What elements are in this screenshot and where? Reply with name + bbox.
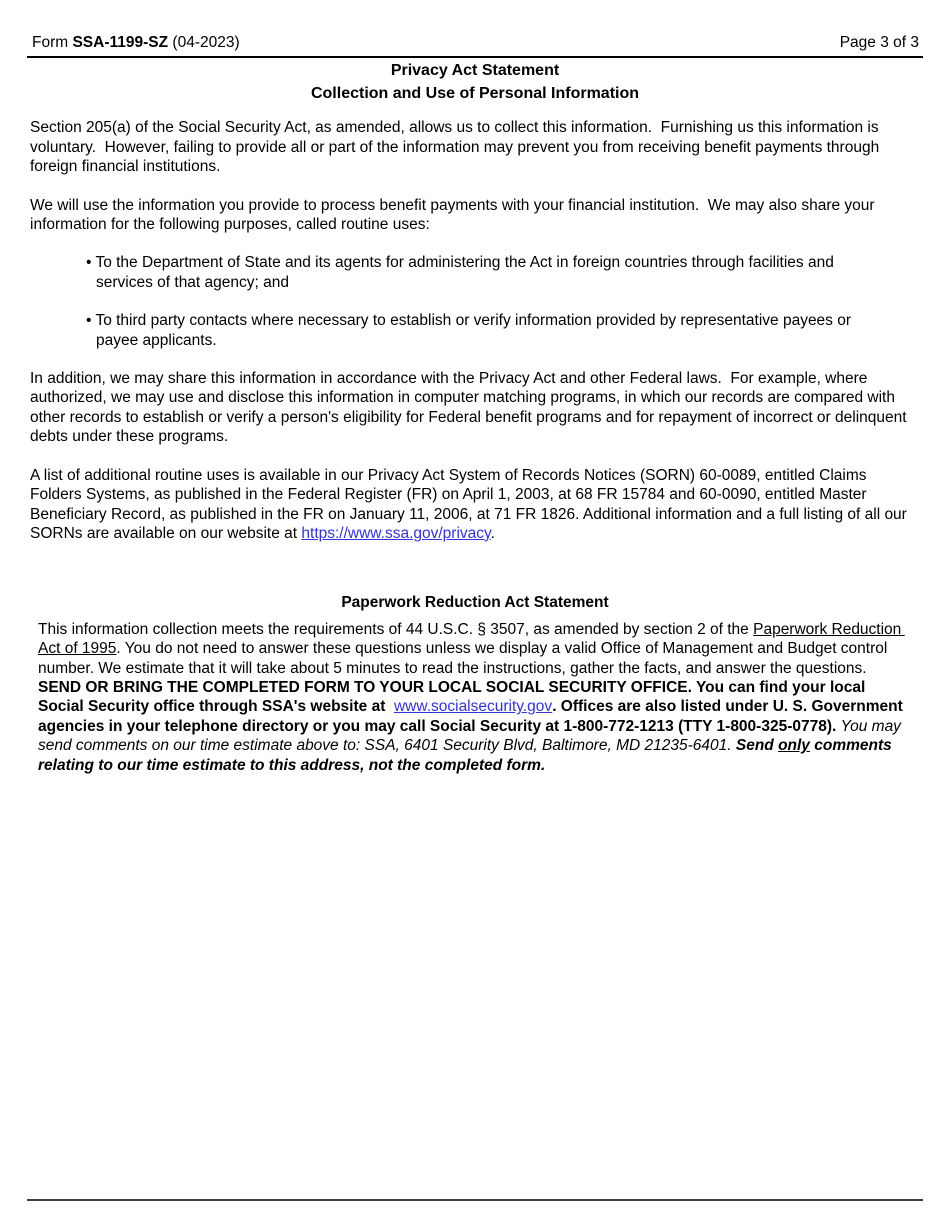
pra-run-requirements: This information collection meets the requirements of 44 U.S.C. § 3507, as amended by section 2 of the [38, 620, 754, 638]
privacy-act-title: Privacy Act Statement [390, 62, 560, 80]
page-number-label: Page 3 of 3 [839, 34, 919, 51]
form-revision-date: (04-2023) [168, 34, 240, 51]
pra-run-not-completed-form: comments relating to our time estimate to this address, not the completed form. [38, 737, 897, 774]
pra-run-act-of-1995: Paperwork Reduction Act of 1995 [38, 620, 905, 658]
pra-run-send-or-bring: SEND OR BRING THE COMPLETED FORM TO YOUR LOCAL SOCIAL SECURITY OFFICE. You can find your local Social Security office through SSA's website at [38, 678, 870, 716]
bullet-icon: • [86, 312, 96, 330]
form-id-label [32, 33, 240, 52]
privacy-section [0, 118, 950, 775]
paragraph-privacy-act-sharing: In addition, we may share this information in accordance with the Privacy Act and other Federal laws. For example, where authorized, we may use and disclose this information in computer matching programs, in which our records are compared with other records to establish or verify a person's eligibility for Federal benefit programs and for repayment of incorrect or delinquent debts under these programs. [30, 370, 911, 446]
pra-run-comments-address: You may send comments on our time estimate above to: SSA, 6401 Security Blvd, Baltimore, MD 21235-6401. [38, 717, 906, 755]
pra-run-omb-number: . You do not need to answer these questions unless we display a valid Office of Management and Budget control number. We estimate that it will take about 5 minutes to read the instructions, gather the facts, and answer the questions. [38, 640, 892, 677]
paperwork-reduction-paragraph [38, 620, 906, 775]
sorn-period: . [490, 524, 495, 542]
pra-run-offices-listed: . Offices are also listed under U. S. Government agencies in your telephone directory or you may call Social Security at 1-800-772-1213 (TTY 1-800-325-0778). [38, 698, 908, 735]
form-number: SSA-1199-SZ [72, 34, 169, 51]
form-prefix: Form [32, 34, 73, 51]
bullet-item-department-of-state [86, 253, 886, 292]
paperwork-reduction-title: Paperwork Reduction Act Statement [341, 594, 609, 612]
privacy-act-subtitle: Collection and Use of Personal Information [310, 85, 640, 103]
bullet-icon: • [86, 254, 96, 272]
header-divider [27, 56, 923, 58]
bullet-text: To third party contacts where necessary to establish or verify information provided by representative payees or payee applicants. [95, 312, 856, 349]
bullet-item-third-party [86, 311, 886, 350]
paragraph-collection-authority: Section 205(a) of the Social Security Act, as amended, allows us to collect this information. Furnishing us this information is voluntary. However, failing to provide all or part of the information may prevent you from receiving benefit payments through foreign financial institutions. [30, 119, 884, 176]
bullet-text: To the Department of State and its agents for administering the Act in foreign countries through facilities and services of that agency; and [95, 254, 839, 291]
ssa-privacy-link[interactable]: https://www.ssa.gov/privacy [301, 524, 491, 542]
pra-run-only: only [778, 737, 810, 755]
pra-run-send: Send [735, 737, 779, 755]
paragraph-sorn [30, 466, 920, 544]
socialsecurity-gov-link[interactable]: www.socialsecurity.gov [393, 698, 553, 716]
paragraph-routine-uses-intro: We will use the information you provide to process benefit payments with your financial institution. We may also share your information for the following purposes, called routine uses: [30, 196, 879, 234]
footer-divider [27, 1199, 923, 1201]
page-header [0, 0, 950, 52]
sorn-text: A list of additional routine uses is available in our Privacy Act System of Records Notices (SORN) 60-0089, entitled Claims Folders Systems, as published in the Federal Register (FR) on April 1, 2003, at 68 FR 15784 and 60-0090, entitled Master Beneficiary Record, as published in the FR on January 11, 2006, at 71 FR 1826. Additional information and a full listing of all our SORNs are available on our website at [30, 466, 912, 542]
